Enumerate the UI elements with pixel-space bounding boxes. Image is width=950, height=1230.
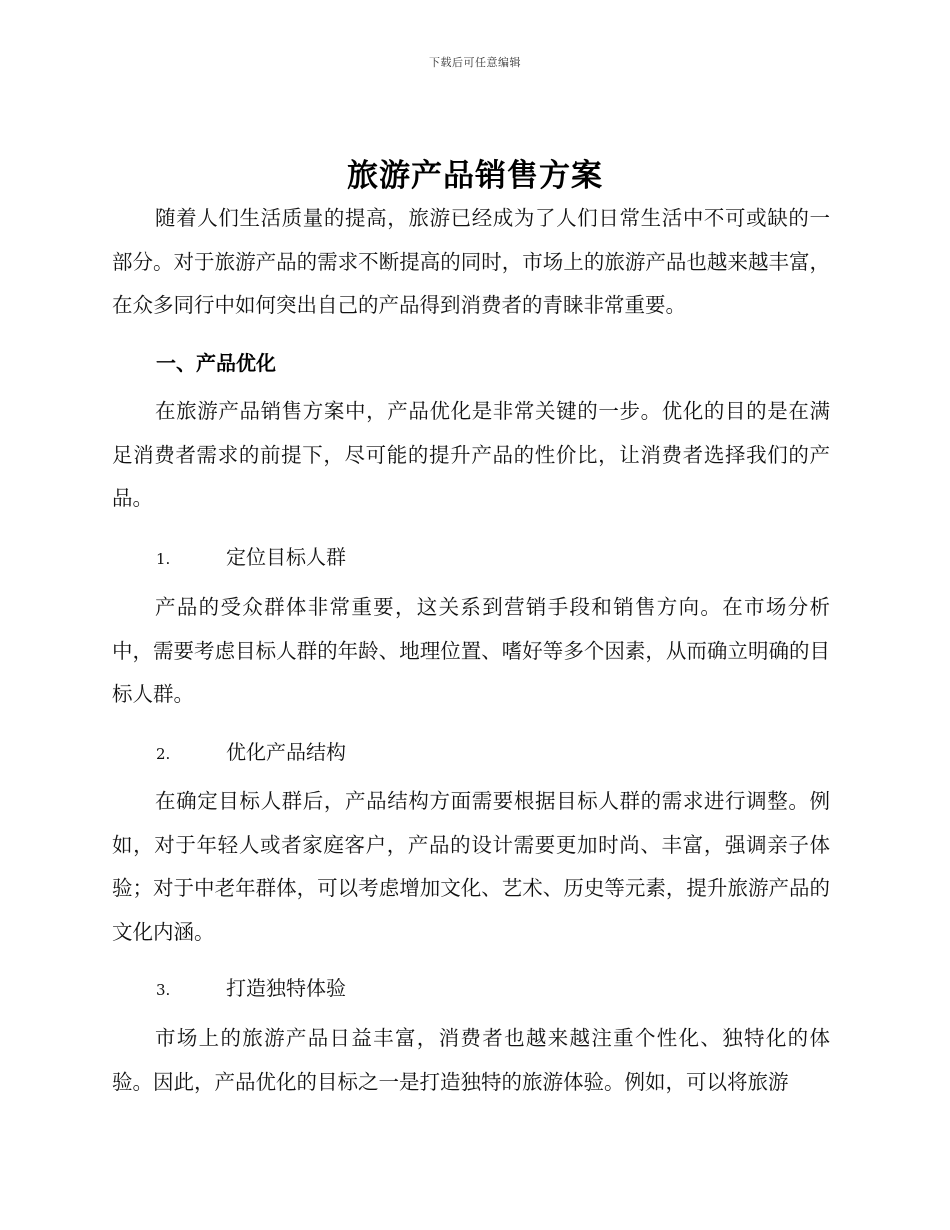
list-item-title: 优化产品结构 xyxy=(226,740,346,764)
list-item-2 xyxy=(156,736,346,765)
list-number: 2. xyxy=(156,745,171,763)
item-3-paragraph: 市场上的旅游产品日益丰富，消费者也越来越注重个性化、独特化的体验。因此，产品优化的目标之一是打造独特的旅游体验。例如，可以将旅游 xyxy=(112,1026,830,1094)
list-number: 3. xyxy=(156,981,171,999)
list-item-3 xyxy=(156,972,346,1001)
section-heading-product-optimization: 一、产品优化 xyxy=(156,351,276,375)
item-2-paragraph: 在确定目标人群后，产品结构方面需要根据目标人群的需求进行调整。例如，对于年轻人或者家庭客户，产品的设计需要更加时尚、丰富，强调亲子体验；对于中老年群体，可以考虑增加文化、艺术、历史等元素，提升旅游产品的文化内涵。 xyxy=(112,789,830,944)
list-item-1 xyxy=(156,541,346,570)
list-number: 1. xyxy=(156,550,171,568)
header-note: 下载后可任意编辑 xyxy=(429,56,521,69)
item-1-paragraph: 产品的受众群体非常重要，这关系到营销手段和销售方向。在市场分析中，需要考虑目标人群的年龄、地理位置、嗜好等多个因素，从而确立明确的目标人群。 xyxy=(112,595,830,706)
intro-paragraph: 随着人们生活质量的提高，旅游已经成为了人们日常生活中不可或缺的一部分。对于旅游产品的需求不断提高的同时，市场上的旅游产品也越来越丰富，在众多同行中如何突出自己的产品得到消费者的青睐非常重要。 xyxy=(112,206,830,317)
list-item-title: 打造独特体验 xyxy=(226,976,346,1000)
list-item-title: 定位目标人群 xyxy=(226,545,346,569)
document-title: 旅游产品销售方案 xyxy=(347,158,603,194)
section-paragraph: 在旅游产品销售方案中，产品优化是非常关键的一步。优化的目的是在满足消费者需求的前提下，尽可能的提升产品的性价比，让消费者选择我们的产品。 xyxy=(112,399,830,510)
